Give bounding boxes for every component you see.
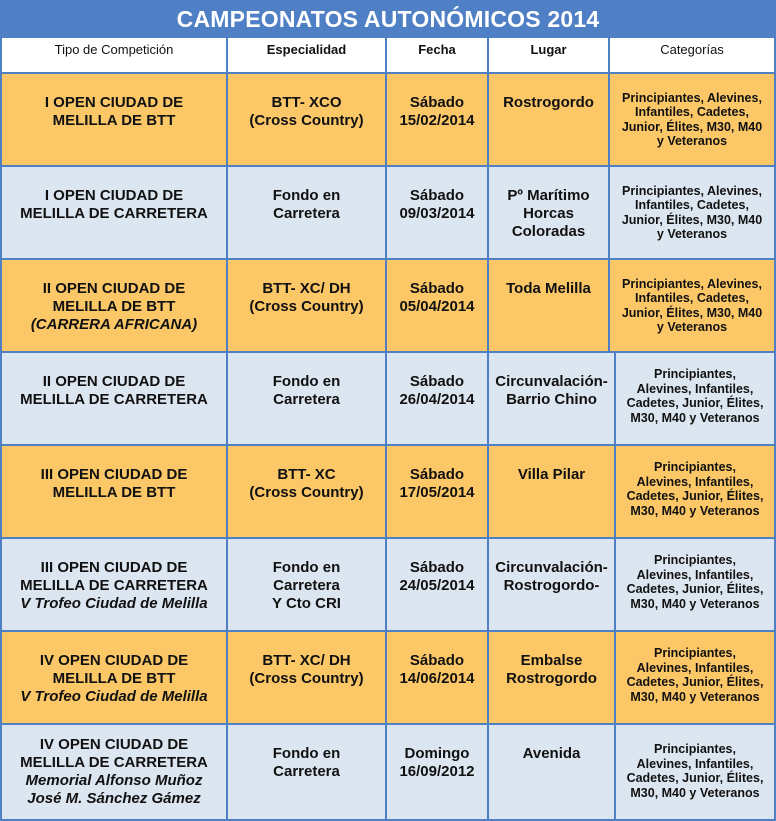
competition-type-cell [0,725,228,821]
categories-cell: Principiantes, Alevines, Infantiles, Cadetes, Junior, Élites, M30, M40 y Veteranos [616,353,776,446]
competition-subtitle: V Trofeo Ciudad de Melilla [20,688,208,705]
header-lugar: Lugar [489,38,610,74]
venue-cell: Embalse Rostrogordo [489,632,616,725]
venue-cell: Rostrogordo [489,74,610,167]
specialty-cell: BTT- XCO (Cross Country) [228,74,387,167]
competition-name: IV OPEN CIUDAD DE MELILLA DE BTT [39,652,189,687]
competition-type [41,466,188,502]
competition-name: II OPEN CIUDAD DE MELILLA DE BTT [42,280,186,315]
date-cell: Sábado 05/04/2014 [387,260,489,353]
competition-type-cell [0,167,228,260]
competition-name: III OPEN CIUDAD DE MELILLA DE BTT [40,466,188,501]
competition-type-cell [0,260,228,353]
competition-name: II OPEN CIUDAD DE MELILLA DE CARRETERA [20,373,208,408]
header-fecha: Fecha [387,38,489,74]
table-title: CAMPEONATOS AUTONÓMICOS 2014 [0,0,776,38]
categories-cell: Principiantes, Alevines, Infantiles, Cadetes, Junior, Élites, M30, M40 y Veteranos [616,632,776,725]
categories-cell: Principiantes, Alevines, Infantiles, Cadetes, Junior, Élites, M30, M40 y Veteranos [610,167,776,260]
competition-type-cell [0,74,228,167]
venue-cell: Avenida [489,725,616,821]
categories-cell: Principiantes, Alevines, Infantiles, Cadetes, Junior, Élites, M30, M40 y Veteranos [616,725,776,821]
competition-type [20,187,208,223]
specialty-cell: BTT- XC/ DH (Cross Country) [228,260,387,353]
header-especialidad: Especialidad [228,38,387,74]
venue-cell: Circunvalación- Barrio Chino [489,353,616,446]
competition-type [45,94,183,130]
date-cell: Sábado 17/05/2014 [387,446,489,539]
competition-type-cell [0,632,228,725]
categories-cell: Principiantes, Alevines, Infantiles, Cadetes, Junior, Élites, M30, M40 y Veteranos [610,260,776,353]
date-cell: Sábado 15/02/2014 [387,74,489,167]
competition-name: IV OPEN CIUDAD DE MELILLA DE CARRETERA [20,736,208,771]
competition-type [20,652,207,706]
categories-cell: Principiantes, Alevines, Infantiles, Cadetes, Junior, Élites, M30, M40 y Veteranos [616,446,776,539]
categories-cell: Principiantes, Alevines, Infantiles, Cadetes, Junior, Élites, M30, M40 y Veteranos [616,539,776,632]
competition-type [20,373,208,409]
date-cell: Sábado 26/04/2014 [387,353,489,446]
competition-name: I OPEN CIUDAD DE MELILLA DE BTT [44,94,184,129]
header-categorias: Categorías [610,38,776,74]
competition-type [20,736,208,808]
specialty-cell: BTT- XC/ DH (Cross Country) [228,632,387,725]
competition-subtitle: (CARRERA AFRICANA) [30,316,198,333]
competition-type-cell [0,539,228,632]
date-cell: Sábado 24/05/2014 [387,539,489,632]
specialty-cell: Fondo en Carretera [228,725,387,821]
specialty-cell: Fondo en Carretera [228,167,387,260]
competition-type-cell [0,446,228,539]
competition-name: I OPEN CIUDAD DE MELILLA DE CARRETERA [20,187,208,222]
venue-cell: Villa Pilar [489,446,616,539]
competition-subtitle: Memorial Alfonso Muñoz José M. Sánchez Gámez [25,772,203,807]
competition-type [31,280,197,334]
date-cell: Sábado 14/06/2014 [387,632,489,725]
date-cell: Domingo 16/09/2012 [387,725,489,821]
specialty-cell: Fondo en Carretera Y Cto CRI [228,539,387,632]
categories-cell: Principiantes, Alevines, Infantiles, Cadetes, Junior, Élites, M30, M40 y Veteranos [610,74,776,167]
venue-cell: Circunvalación- Rostrogordo- [489,539,616,632]
competition-type-cell [0,353,228,446]
competition-name: III OPEN CIUDAD DE MELILLA DE CARRETERA [20,559,208,594]
specialty-cell: BTT- XC (Cross Country) [228,446,387,539]
date-cell: Sábado 09/03/2014 [387,167,489,260]
competition-subtitle: V Trofeo Ciudad de Melilla [20,595,208,612]
specialty-cell: Fondo en Carretera [228,353,387,446]
venue-cell: Toda Melilla [489,260,610,353]
header-tipo: Tipo de Competición [0,38,228,74]
venue-cell: Pº Marítimo Horcas Coloradas [489,167,610,260]
competition-type [20,559,208,613]
